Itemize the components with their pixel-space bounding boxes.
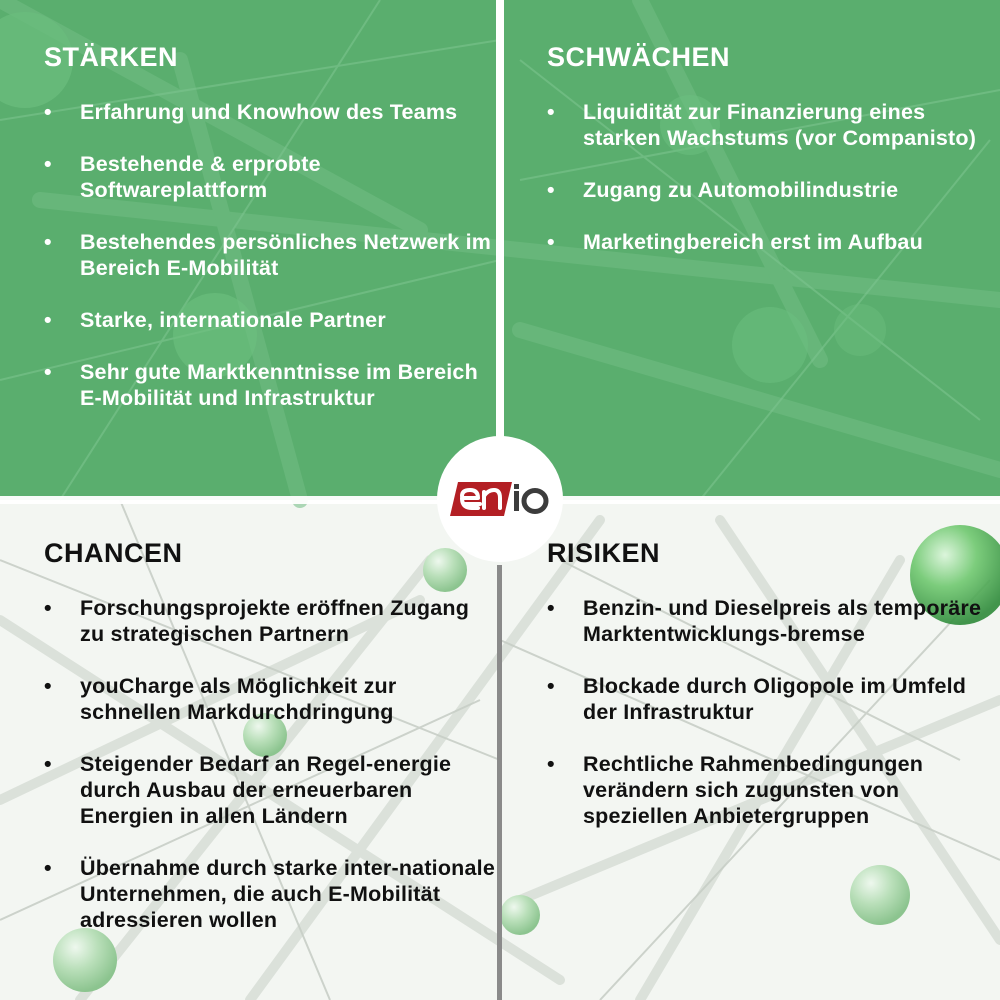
bullet-icon: • <box>547 596 555 620</box>
opportunities-title: CHANCEN <box>44 538 183 568</box>
strengths-title: STÄRKEN <box>44 42 179 72</box>
opportunities-list <box>44 595 496 933</box>
list-item-text: Steigender Bedarf an Regel-energie durch Ausbau der erneuerbaren Energien in allen Ländern <box>80 752 452 828</box>
list-item <box>547 595 997 647</box>
list-item <box>44 751 496 829</box>
list-item <box>44 229 494 281</box>
list-item-text: Erfahrung und Knowhow des Teams <box>80 100 458 124</box>
list-item-text: youCharge als Möglichkeit zur schnellen Markdurchdringung <box>80 674 397 724</box>
bullet-icon: • <box>547 100 555 124</box>
weaknesses-panel <box>547 42 997 281</box>
list-item <box>44 595 496 647</box>
bullet-icon: • <box>547 752 555 776</box>
list-item <box>44 855 496 933</box>
list-item-text: Benzin- und Dieselpreis als temporäre Marktentwicklungs-bremse <box>583 596 982 646</box>
weaknesses-list <box>547 99 997 255</box>
list-item-text: Blockade durch Oligopole im Umfeld der Infrastruktur <box>583 674 967 724</box>
list-item-text: Übernahme durch starke inter-nationale Unternehmen, die auch E-Mobilität adressieren wollen <box>80 856 496 932</box>
bullet-icon: • <box>44 752 52 776</box>
opportunities-panel <box>44 538 496 959</box>
weaknesses-title: SCHWÄCHEN <box>547 42 730 72</box>
list-item-text: Bestehende & erprobte Softwareplattform <box>80 152 321 202</box>
list-item <box>44 151 494 203</box>
list-item-text: Forschungsprojekte eröffnen Zugang zu strategischen Partnern <box>80 596 470 646</box>
threats-title: RISIKEN <box>547 538 661 568</box>
list-item-text: Zugang zu Automobilindustrie <box>583 178 899 202</box>
bullet-icon: • <box>44 856 52 880</box>
list-item <box>547 99 997 151</box>
bullet-icon: • <box>44 100 52 124</box>
list-item-text: Starke, internationale Partner <box>80 308 386 332</box>
bullet-icon: • <box>44 596 52 620</box>
strengths-list <box>44 99 494 411</box>
list-item <box>547 751 997 829</box>
threats-list <box>547 595 997 829</box>
bullet-icon: • <box>547 230 555 254</box>
list-item <box>44 359 494 411</box>
logo-badge <box>437 436 563 562</box>
list-item-text: Rechtliche Rahmenbedingungen verändern sich zugunsten von speziellen Anbietergruppen <box>583 752 924 828</box>
bullet-icon: • <box>44 308 52 332</box>
list-item <box>44 307 494 333</box>
bullet-icon: • <box>547 674 555 698</box>
bullet-icon: • <box>44 360 52 384</box>
list-item <box>547 177 997 203</box>
bullet-icon: • <box>44 152 52 176</box>
enio-logo-icon <box>450 482 550 516</box>
bullet-icon: • <box>44 230 52 254</box>
list-item-text: Marketingbereich erst im Aufbau <box>583 230 923 254</box>
list-item <box>547 229 997 255</box>
list-item <box>44 99 494 125</box>
strengths-panel <box>44 42 494 437</box>
list-item-text: Liquidität zur Finanzierung eines starken Wachstums (vor Companisto) <box>583 100 977 150</box>
threats-panel <box>547 538 997 855</box>
list-item <box>547 673 997 725</box>
bullet-icon: • <box>44 674 52 698</box>
list-item <box>44 673 496 725</box>
list-item-text: Bestehendes persönliches Netzwerk im Bereich E-Mobilität <box>80 230 492 280</box>
list-item-text: Sehr gute Marktkenntnisse im Bereich E-Mobilität und Infrastruktur <box>80 360 478 410</box>
bullet-icon: • <box>547 178 555 202</box>
